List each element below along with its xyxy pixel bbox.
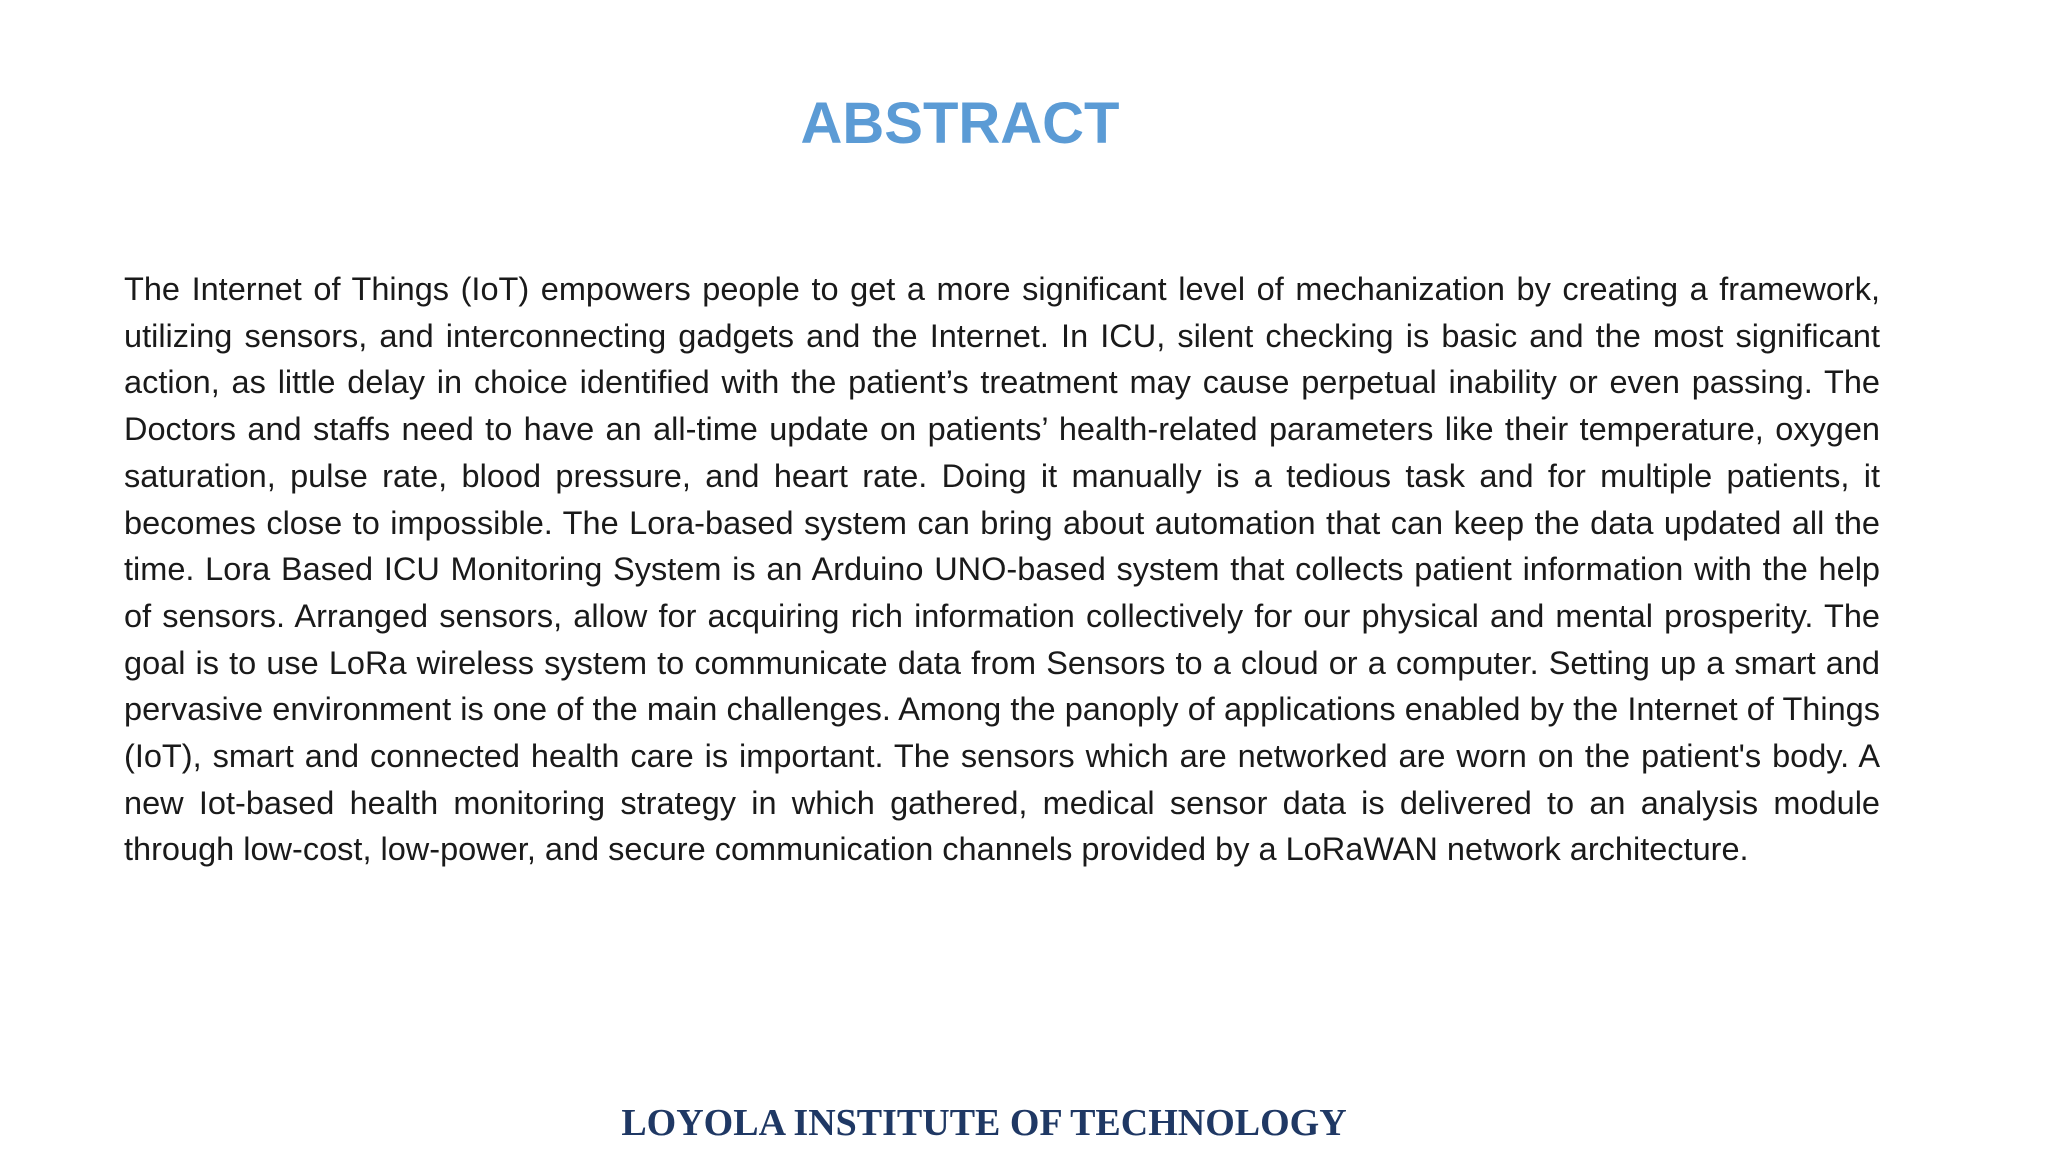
abstract-paragraph: The Internet of Things (IoT) empowers people to get a more significant level of mechanization by creating a framework, utilizing sensors, and interconnecting gadgets and the Internet. In ICU, silent checking is basic and the most significant action, as little delay in choice identified with the patient’s treatment may cause perpetual inability or even passing. The Doctors and staffs need to have an all-time update on patients’ health-related parameters like their temperature, oxygen saturation, pulse rate, blood pressure, and heart rate. Doing it manually is a tedious task and for multiple patients, it becomes close to impossible. The Lora-based system can bring about automation that can keep the data updated all the time. Lora Based ICU Monitoring System is an Arduino UNO-based system that collects patient information with the help of sensors. Arranged sensors, allow for acquiring rich information collectively for our physical and mental prosperity. The goal is to use LoRa wireless system to communicate data from Sensors to a cloud or a computer. Setting up a smart and pervasive environment is one of the main challenges. Among the panoply of applications enabled by the Internet of Things (IoT), smart and connected health care is important. The sensors which are networked are worn on the patient's body. A new Iot-based health monitoring strategy in which gathered, medical sensor data is delivered to an analysis module through low-cost, low-power, and secure communication channels provided by a LoRaWAN network architecture.	[124, 271, 1880, 868]
page-title: ABSTRACT	[800, 91, 1120, 156]
institution-footer: LOYOLA INSTITUTE OF TECHNOLOGY	[621, 1102, 1347, 1144]
